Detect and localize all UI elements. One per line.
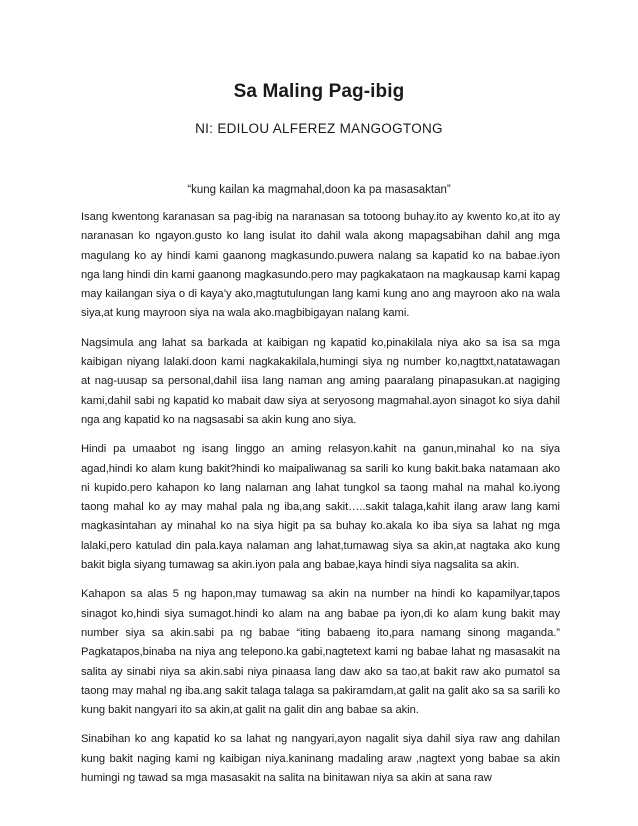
paragraph: Hindi pa umaabot ng isang linggo an aming relasyon.kahit na ganun,minahal ko na siya agad,hindi ko alam kung bakit?hindi ko maipaliwanag sa sarili ko kung bakit.baka natamaan ako ni kupido.pero kahapon ko lang nalaman ang lahat tungkol sa taong mahal na mahal ko.iyong taong mahal ko ay may mahal pala ng iba,ang sakit…..sakit talaga,kahit ilang araw lang kami magkasintahan ay minahal ko na siya higit pa sa buhay ko.akala ko iba siya sa lahat ng mga lalaki,pero katulad din pala.kaya nalaman ang lahat,tumawag siya sa akin,at nagtaka ako kung bakit bigla siyang tumawag sa akin.iyon pala ang babae,kaya hindi siya nagsalita sa akin. <box>81 443 560 572</box>
epigraph: “kung kailan ka magmahal,doon ka pa masasaktan” <box>187 184 451 196</box>
paragraph: Kahapon sa alas 5 ng hapon,may tumawag sa akin na number na hindi ko kapamilyar,tapos sinagot ko,hindi siya sumagot.hindi ko alam na ang babae pa iyon,di ko alam kung bakit may number siya sa akin.sabi pa ng babae “iting babaeng ito,para namang sinong maganda.” Pagkatapos,binaba na niya ang telepono.ka gabi,nagtetext kami ng babae lahat ng masasakit na salita ay sinabi niya sa akin.sabi niya pinaasa lang daw ako sa tao,at bakit raw ako pumatol sa taong may mahal ng iba.ang sakit talaga talaga sa pakiramdam,at galit na galit ako sa sa sarili ko kung bakit nangyari ito sa akin,at galit na galit din ang babae sa akin. <box>81 588 560 717</box>
paragraph: Sinabihan ko ang kapatid ko sa lahat ng nangyari,ayon nagalit siya dahil siya raw ang dahilan kung bakit naging kami ng kaibigan niya.kaninang madaling araw ,nagtext yong babae sa akin humingi ng tawad sa mga masasakit na salita na binitawan niya sa akin at sana raw <box>81 733 560 785</box>
paragraph: Isang kwentong karanasan sa pag-ibig na naranasan sa totoong buhay.ito ay kwento ko,at ito ay naranasan ko ngayon.gusto ko lang isulat ito dahil wala akong mapagsabihan dahil ang mga magulang ko ay hindi kami gaanong magkasundo.puwera nalang sa kapatid ko na babae.iyon nga lang hindi din kami gaanong magkasundo.pero may pagkakataon na magkausap kami kapag may kailangan siya o di kaya’y ako,magtutulungan lang kami kung ano ang mayroon ako na wala siya,at kung mayroon siya na wala ako.magbibigayan nalang kami. <box>81 211 560 320</box>
document-author: NI: EDILOU ALFEREZ MANGOGTONG <box>195 121 443 136</box>
paragraph: Nagsimula ang lahat sa barkada at kaibigan ng kapatid ko,pinakilala niya ako sa isa sa mga kaibigan niyang lalaki.doon kami nagkakakilala,humingi siya ng number ko,nagttxt,natatawagan at nag-uusap sa personal,dahil iisa lang naman ang aming paaralang pinapasukan.at nagiging kami,dahil sabi ng kapatid ko mabait daw siya at seryosong magmahal.ayon sinagot ko siya dahil nga ang kapatid ko na nagsasabi sa akin kung ano siya. <box>81 336 560 426</box>
document-title: Sa Maling Pag-ibig <box>233 81 405 102</box>
document-body <box>81 208 560 798</box>
